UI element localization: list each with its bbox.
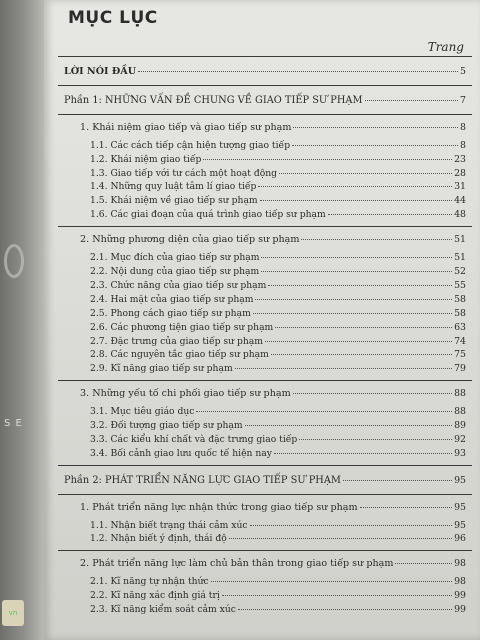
toc-label: 1.5. Khái niệm về giao tiếp sư phạm: [90, 195, 258, 207]
toc-label: 1.2. Khái niệm giao tiếp: [90, 153, 202, 165]
toc-section-3: [58, 381, 472, 466]
toc-leader: [395, 563, 452, 564]
toc-subsection: [80, 167, 468, 181]
book-spine: [0, 0, 44, 640]
toc-label: 1.6. Các giai đoạn của quá trình giao tiếp sư phạm: [90, 209, 326, 221]
toc-part2-section-2: [58, 551, 472, 621]
toc-section-heading: [80, 501, 468, 515]
toc-page: 89: [454, 420, 466, 432]
toc-subsection: [80, 575, 468, 589]
toc-leader: [235, 368, 452, 369]
toc-section-heading: [80, 233, 468, 247]
toc-leader: [196, 411, 452, 412]
toc-label: 1.2. Nhận biết ý định, thái độ: [90, 533, 227, 545]
toc-label: 2.1. Kĩ năng tự nhận thức: [90, 576, 209, 588]
toc-leader: [211, 581, 452, 582]
toc-subsection: [80, 335, 468, 349]
toc-label: 2.4. Hai mặt của giao tiếp sư phạm: [90, 293, 254, 305]
toc-subsection: [80, 307, 468, 321]
toc-page: 28: [454, 167, 466, 179]
toc-page: 95: [454, 501, 466, 513]
toc-page: 95: [454, 519, 466, 531]
toc-section-heading: [80, 121, 468, 135]
toc-label: 2.6. Các phương tiện giao tiếp sư phạm: [90, 321, 274, 333]
toc-part2-section-1: [58, 495, 472, 552]
toc-subsection: [80, 519, 468, 533]
toc-label: 3.4. Bối cảnh giao lưu quốc tế hiện nay: [90, 447, 272, 459]
toc-subsection: [80, 180, 468, 194]
toc-page: 75: [454, 349, 466, 361]
table-of-contents: [58, 56, 472, 621]
toc-leader: [260, 200, 452, 201]
toc-page: 92: [454, 433, 466, 445]
toc-leader: [261, 271, 452, 272]
toc-label: 1. Khái niệm giao tiếp và giao tiếp sư phạm: [80, 121, 292, 133]
toc-page: 95: [454, 474, 466, 486]
toc-page: 44: [454, 195, 466, 207]
toc-section-heading: [80, 557, 468, 571]
toc-leader: [138, 71, 458, 72]
toc-page: 48: [454, 209, 466, 221]
toc-page: 5: [460, 66, 466, 77]
toc-leader: [293, 127, 458, 128]
toc-leader: [293, 393, 452, 394]
toc-subsection: [80, 251, 468, 265]
toc-label: 2.2. Nội dung của giao tiếp sư phạm: [90, 265, 260, 277]
toc-page: 98: [454, 558, 466, 570]
toc-page: 52: [454, 265, 466, 277]
toc-label: Phần 1: NHỮNG VẤN ĐỀ CHUNG VỀ GIAO TIẾP SƯ PHẠM: [64, 94, 363, 106]
toc-page: 99: [454, 604, 466, 616]
toc-subsection: [80, 362, 468, 376]
toc-leader: [343, 480, 452, 481]
toc-page: 98: [454, 576, 466, 588]
toc-section-heading: [80, 387, 468, 401]
toc-preface: [58, 57, 472, 86]
toc-leader: [365, 100, 459, 101]
toc-leader: [261, 257, 452, 258]
toc-label: 2.2. Kĩ năng xác định giá trị: [90, 590, 220, 602]
toc-label: 2.8. Các nguyên tắc giao tiếp sư phạm: [90, 349, 269, 361]
toc-leader: [299, 439, 452, 440]
toc-subsection: [80, 405, 468, 419]
toc-page: 58: [454, 307, 466, 319]
book-page: [44, 0, 480, 640]
toc-leader: [229, 538, 452, 539]
toc-label: 2. Phát triển năng lực làm chủ bản thân trong giao tiếp sư phạm: [80, 558, 394, 570]
toc-label: 2.7. Đặc trưng của giao tiếp sư phạm: [90, 335, 263, 347]
toc-label: 1. Phát triển năng lực nhận thức trong giao tiếp sư phạm: [80, 501, 358, 513]
toc-leader: [279, 173, 452, 174]
toc-leader: [328, 214, 452, 215]
toc-page: 8: [460, 121, 466, 133]
toc-leader: [301, 239, 452, 240]
toc-subsection: [80, 265, 468, 279]
page-column-label: Trang: [427, 40, 464, 54]
toc-page: 58: [454, 293, 466, 305]
toc-subsection: [80, 589, 468, 603]
toc-subsection: [80, 208, 468, 222]
toc-label: 1.4. Những quy luật tâm lí giao tiếp: [90, 181, 257, 193]
toc-page: 74: [454, 335, 466, 347]
toc-leader: [245, 425, 452, 426]
toc-section-2: [58, 227, 472, 381]
toc-leader: [253, 313, 452, 314]
toc-leader: [268, 285, 452, 286]
toc-subsection: [80, 279, 468, 293]
toc-page: 31: [454, 181, 466, 193]
toc-page: 93: [454, 447, 466, 459]
toc-label: 3.3. Các kiểu khí chất và đặc trưng giao tiếp: [90, 433, 298, 445]
toc-label: 2.9. Kĩ năng giao tiếp sư phạm: [90, 363, 233, 375]
toc-subsection: [80, 348, 468, 362]
toc-leader: [255, 299, 452, 300]
page-title: MỤC LỤC: [68, 8, 158, 28]
toc-page: 96: [454, 533, 466, 545]
toc-page: 51: [454, 252, 466, 264]
toc-leader: [238, 609, 452, 610]
toc-page: 88: [454, 406, 466, 418]
toc-page: 55: [454, 279, 466, 291]
toc-label: LỜI NÓI ĐẦU: [64, 66, 137, 77]
toc-label: Phần 2: PHÁT TRIỂN NĂNG LỰC GIAO TIẾP SƯ PHẠM: [64, 474, 341, 486]
toc-page: 63: [454, 321, 466, 333]
toc-leader: [292, 145, 458, 146]
toc-page: 99: [454, 590, 466, 602]
toc-subsection: [80, 153, 468, 167]
toc-section-1: [58, 115, 472, 227]
toc-subsection: [80, 139, 468, 153]
toc-subsection: [80, 532, 468, 546]
toc-label: 3. Những yếu tố chi phối giao tiếp sư phạm: [80, 388, 291, 400]
toc-subsection: [80, 419, 468, 433]
toc-label: 2.1. Mục đích của giao tiếp sư phạm: [90, 252, 260, 264]
toc-page: 23: [454, 153, 466, 165]
toc-subsection: [80, 603, 468, 617]
toc-subsection: [80, 447, 468, 461]
spine-text: S E: [4, 418, 23, 429]
toc-leader: [222, 595, 452, 596]
toc-label: 2.3. Chức năng của giao tiếp sư phạm: [90, 279, 267, 291]
toc-page: 7: [460, 94, 466, 106]
toc-leader: [250, 525, 453, 526]
spine-sticker: vn: [2, 600, 24, 626]
toc-page: 8: [460, 139, 466, 151]
toc-label: 3.2. Đối tượng giao tiếp sư phạm: [90, 420, 243, 432]
toc-label: 1.1. Nhận biết trạng thái cảm xúc: [90, 519, 248, 531]
toc-leader: [360, 507, 452, 508]
toc-page: 79: [454, 363, 466, 375]
toc-subsection: [80, 321, 468, 335]
toc-leader: [271, 354, 452, 355]
spine-logo-mark: [4, 244, 24, 278]
toc-label: 2.3. Kĩ năng kiểm soát cảm xúc: [90, 604, 236, 616]
toc-part-2: [58, 466, 472, 495]
toc-leader: [275, 327, 452, 328]
toc-label: 1.1. Các cách tiếp cận hiện tượng giao tiếp: [90, 139, 291, 151]
toc-label: 3.1. Mục tiêu giáo dục: [90, 406, 195, 418]
toc-leader: [203, 159, 452, 160]
toc-subsection: [80, 194, 468, 208]
toc-leader: [265, 341, 452, 342]
toc-subsection: [80, 433, 468, 447]
toc-subsection: [80, 293, 468, 307]
toc-label: 2. Những phương diện của giao tiếp sư phạm: [80, 234, 300, 246]
toc-label: 1.3. Giao tiếp với tư cách một hoạt động: [90, 167, 278, 179]
toc-leader: [274, 453, 452, 454]
toc-page: 51: [454, 234, 466, 246]
toc-page: 88: [454, 388, 466, 400]
toc-label: 2.5. Phong cách giao tiếp sư phạm: [90, 307, 251, 319]
toc-part-1: [58, 86, 472, 115]
toc-leader: [258, 186, 452, 187]
